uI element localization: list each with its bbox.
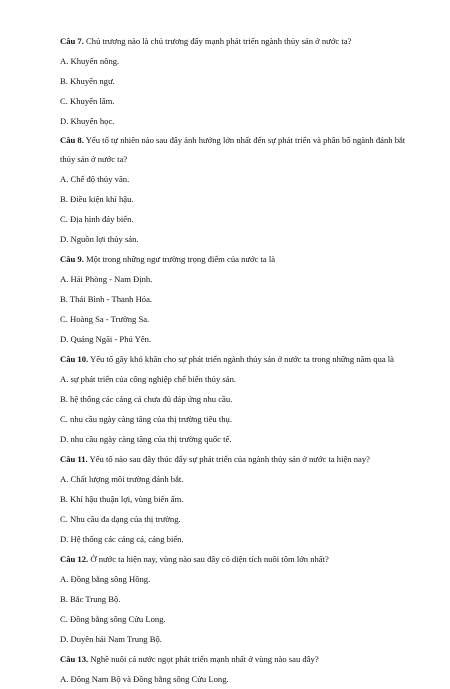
answer-option-b[interactable]: B. Thái Bình - Thanh Hóa.: [60, 294, 153, 304]
answer-option-c[interactable]: C. Địa hình đáy biển.: [60, 214, 134, 224]
answer-option-a[interactable]: A. Hải Phòng - Nam Định.: [60, 274, 153, 284]
question-8: [60, 131, 410, 249]
answer-option-a[interactable]: A. Đồng bằng sông Hồng.: [60, 574, 151, 584]
question-10: [60, 349, 410, 449]
answer-option-d[interactable]: D. Hệ thống các cảng cá, cảng biển.: [60, 534, 184, 544]
question-stem: [60, 549, 410, 569]
answer-option-d[interactable]: D. nhu cầu ngày càng tăng của thị trường quốc tế.: [60, 434, 232, 444]
question-text: Yếu tố tự nhiên nào sau đây ảnh hưởng lớn nhất đến sự phát triển và phân bố ngành đánh bắt thủy sản ở nước ta?: [60, 135, 406, 164]
answer-option-a[interactable]: A. Đông Nam Bộ và Đồng bằng sông Cửu Long.: [60, 674, 229, 684]
question-7: [60, 31, 410, 131]
question-text: Yếu tố gây khó khăn cho sự phát triển ngành thủy sản ở nước ta trong những năm qua là: [88, 354, 394, 364]
answer-option-c[interactable]: C. Khuyến lâm.: [60, 96, 115, 106]
question-number: Câu 12.: [60, 554, 89, 564]
answer-option-d[interactable]: D. Khuyến học.: [60, 116, 115, 126]
answer-option-a[interactable]: A. Chất lượng môi trường đánh bắt.: [60, 474, 184, 484]
question-13: [60, 649, 410, 689]
answer-option-b[interactable]: B. Khuyến ngư.: [60, 76, 115, 86]
question-number: Câu 7.: [60, 36, 84, 46]
answer-option-b[interactable]: B. Điều kiện khí hậu.: [60, 194, 134, 204]
answer-option-b[interactable]: B. hệ thống các cảng cá chưa đủ đáp ứng nhu cầu.: [60, 394, 233, 404]
question-number: Câu 9.: [60, 254, 84, 264]
question-stem: [60, 131, 410, 169]
answer-option-c[interactable]: C. Nhu cầu đa dạng của thị trường.: [60, 514, 181, 524]
answer-option-d[interactable]: D. Quảng Ngãi - Phú Yên.: [60, 334, 152, 344]
question-text: Yếu tố nào sau đây thúc đẩy sự phát triển của ngành thủy sản ở nước ta hiện nay?: [87, 454, 370, 464]
question-text: Chủ trương nào là chủ trương đẩy mạnh phát triển ngành thủy sản ở nước ta?: [83, 36, 352, 46]
question-9: [60, 249, 410, 349]
question-text: Một trong những ngư trường trọng điểm của nước ta là: [83, 254, 276, 264]
question-stem: [60, 249, 410, 269]
question-text: Ở nước ta hiện nay, vùng nào sau đây có diện tích nuôi tôm lớn nhất?: [88, 554, 329, 564]
question-stem: [60, 449, 410, 469]
answer-option-a[interactable]: A. Khuyến nông.: [60, 56, 120, 66]
answer-option-d[interactable]: D. Duyên hải Nam Trung Bộ.: [60, 634, 162, 644]
question-number: Câu 10.: [60, 354, 89, 364]
question-number: Câu 8.: [60, 135, 84, 145]
answer-option-d[interactable]: D. Nguồn lợi thủy sản.: [60, 234, 139, 244]
answer-option-a[interactable]: A. Chế độ thủy văn.: [60, 174, 130, 184]
question-stem: [60, 31, 410, 51]
question-stem: [60, 349, 410, 369]
answer-option-c[interactable]: C. nhu cầu ngày càng tăng của thị trường tiêu thụ.: [60, 414, 232, 424]
answer-option-c[interactable]: C. Đồng bằng sông Cửu Long.: [60, 614, 166, 624]
answer-option-b[interactable]: B. Bắc Trung Bộ.: [60, 594, 121, 604]
answer-option-a[interactable]: A. sự phát triển của công nghiệp chế biến thủy sản.: [60, 374, 237, 384]
answer-option-b[interactable]: B. Khí hậu thuận lợi, vùng biển ấm.: [60, 494, 184, 504]
question-stem: [60, 649, 410, 669]
question-12: [60, 549, 410, 649]
question-text: Nghề nuôi cá nước ngọt phát triển mạnh nhất ở vùng nào sau đây?: [88, 654, 319, 664]
answer-option-c[interactable]: C. Hoàng Sa - Trường Sa.: [60, 314, 150, 324]
question-number: Câu 11.: [60, 454, 88, 464]
question-number: Câu 13.: [60, 654, 89, 664]
question-11: [60, 449, 410, 549]
